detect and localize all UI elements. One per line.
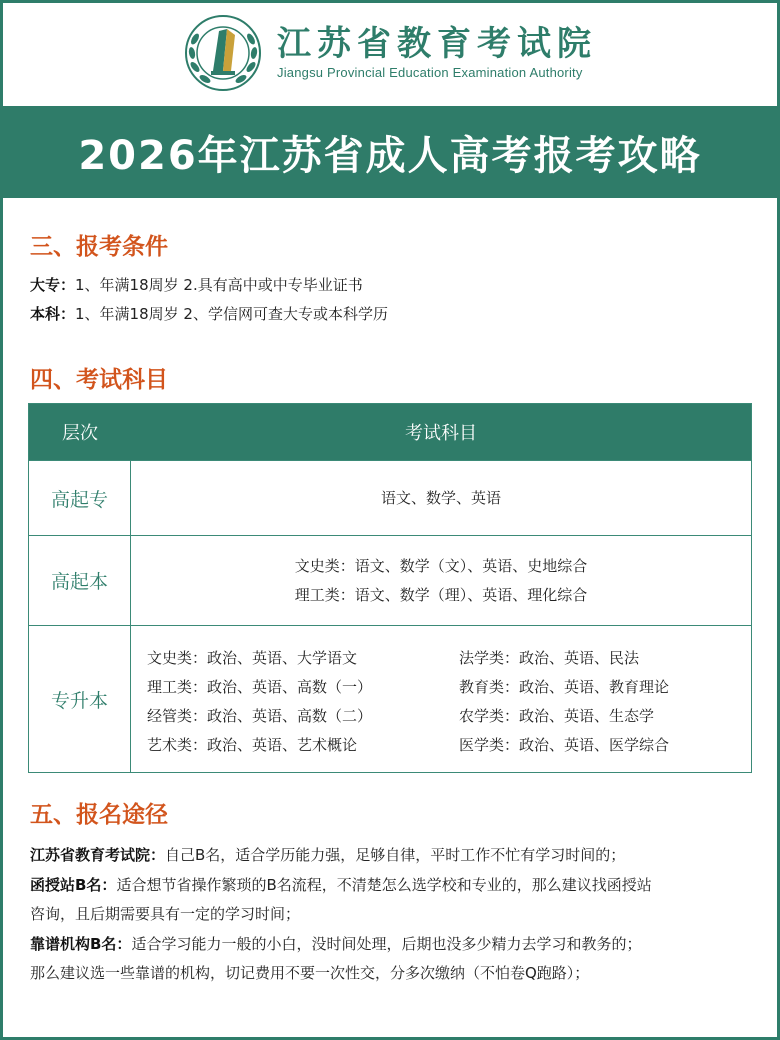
header-subjects: 考试科目: [405, 423, 477, 444]
registration-text: 自己B名，适合学历能力强，足够自律，平时工作不忙有学习时间的；: [165, 846, 626, 864]
header: [0, 0, 780, 106]
subject-line: 法学类：政治、英语、民法: [459, 649, 640, 667]
condition-label: 本科：: [30, 305, 76, 323]
registration-label: 江苏省教育考试院：: [30, 846, 166, 864]
jiangsu-education-seal-icon: [183, 13, 263, 93]
registration-line: [30, 870, 760, 900]
subject-line: 理工类：语文、数学（理）、英语、理化综合: [294, 585, 588, 604]
table-header: [29, 404, 751, 460]
registration-line: [30, 958, 760, 988]
org-name-en: Jiangsu Provincial Education Examination Authority: [277, 65, 583, 80]
registration-label: 函授站B名：: [30, 876, 117, 894]
subject-line: 经管类：政治、英语、高数（二）: [147, 707, 373, 725]
registration-line: [30, 840, 760, 870]
condition-text: 1、年满18周岁 2、学信网可查大专或本科学历: [75, 305, 388, 323]
subject-line: 理工类：政治、英语、高数（一）: [147, 678, 373, 696]
subject-line: 艺术类：政治、英语、艺术概论: [147, 736, 358, 754]
table-row: [29, 535, 751, 625]
registration-text: 适合学习能力一般的小白，没时间处理，后期也没多少精力去学习和教务的；: [131, 935, 642, 953]
table-row: [29, 625, 751, 773]
level-cell: 高起专: [29, 461, 131, 535]
subject-line: 文史类：政治、英语、大学语文: [147, 649, 358, 667]
condition-line: [30, 274, 363, 296]
registration-text: 那么建议选一些靠谱的机构，切记费用不要一次性交，分多次缴纳（不怕卷Q跑路）；: [30, 964, 590, 982]
condition-text: 1、年满18周岁 2.具有高中或中专毕业证书: [75, 276, 363, 294]
level-cell: 专升本: [29, 626, 131, 773]
table-row: [29, 460, 751, 535]
page-title: 2026年江苏省成人高考报考攻略: [78, 132, 702, 179]
subject-line: 医学类：政治、英语、医学综合: [459, 736, 670, 754]
org-name-cn: 江苏省教育考试院: [277, 24, 597, 64]
registration-label: 靠谱机构B名：: [30, 935, 132, 953]
title-banner: [0, 106, 780, 198]
registration-line: [30, 899, 760, 929]
subjects-table: [28, 403, 752, 773]
condition-line: [30, 303, 388, 325]
section-title-subjects: 四、考试科目: [30, 367, 168, 393]
subjects-cell: [131, 536, 751, 625]
section-title-registration: 五、报名途径: [30, 802, 168, 828]
subject-line: 文史类：语文、数学（文）、英语、史地综合: [294, 556, 588, 575]
subject-line: 教育类：政治、英语、教育理论: [459, 678, 670, 696]
registration-text: 适合想节省操作繁琐的B名流程，不清楚怎么选学校和专业的，那么建议找函授站: [116, 876, 652, 894]
subject-line: 语文、数学、英语: [380, 488, 501, 507]
section-title-conditions: 三、报考条件: [30, 234, 168, 260]
subjects-cell: [131, 461, 751, 535]
level-cell: 高起本: [29, 536, 131, 625]
subjects-grid: [147, 644, 737, 760]
subject-line: 农学类：政治、英语、生态学: [459, 707, 655, 725]
registration-line: [30, 929, 760, 959]
registration-text: 咨询，且后期需要具有一定的学习时间；: [30, 905, 301, 923]
subjects-cell: [131, 626, 751, 773]
condition-label: 大专：: [30, 276, 76, 294]
header-level: 层次: [62, 423, 98, 444]
